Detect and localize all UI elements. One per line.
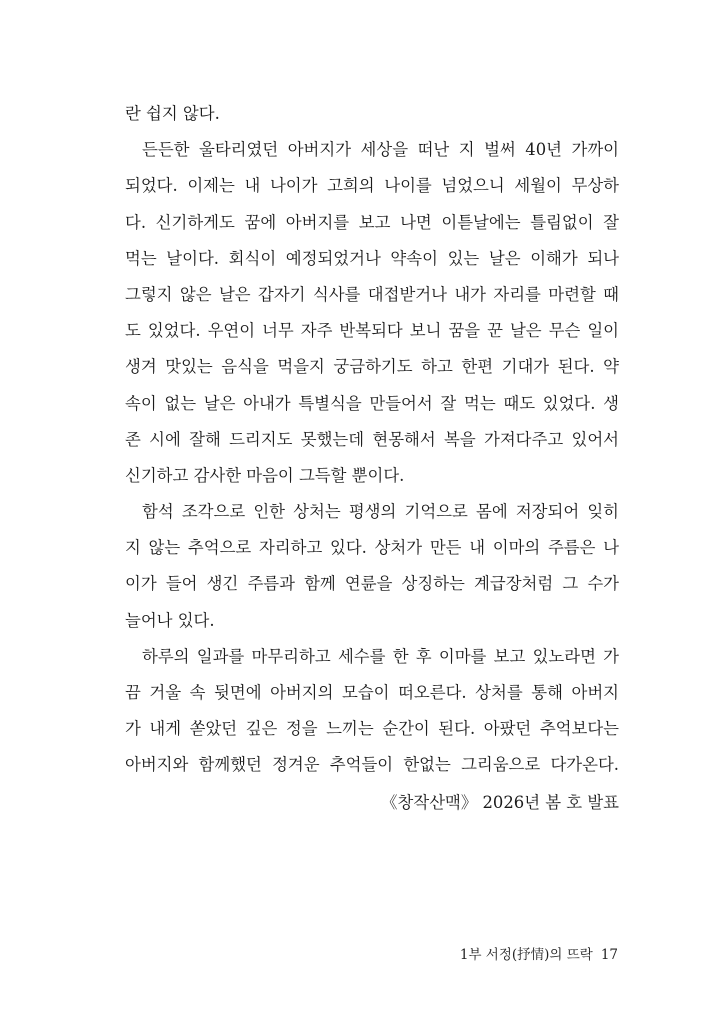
text-line: 끔 거울 속 뒷면에 아버지의 모습이 떠오른다. 상처를 통해 아버지	[125, 683, 619, 702]
paragraph-first-line: 하루의 일과를 마무리하고 세수를 한 후 이마를 보고 있노라면 가	[142, 646, 619, 666]
essay-body	[125, 96, 619, 784]
text-line: 생겨 맛있는 음식을 먹을지 궁금하기도 하고 한편 기대가 된다. 약	[125, 357, 619, 377]
page-number: 17	[600, 947, 618, 963]
publication-source: 《창작산맥》 2026년 봄 호 발표	[381, 793, 619, 812]
text-line: 지 않는 추억으로 자리하고 있다. 상처가 만든 내 이마의 주름은 나	[125, 538, 619, 558]
text-line: 가 내게 쏟았던 깊은 정을 느끼는 순간이 된다. 아팠던 추억보다는	[125, 719, 619, 739]
text-line: 다. 신기하게도 꿈에 아버지를 보고 나면 이튿날에는 틀림없이 잘	[125, 212, 619, 232]
text-line: 이가 들어 생긴 주름과 함께 연륜을 상징하는 계급장처럼 그 수가	[125, 574, 619, 594]
paragraph-first-line: 든든한 울타리였던 아버지가 세상을 떠난 지 벌써 40년 가까이	[142, 140, 619, 160]
text-line: 존 시에 잘해 드리지도 못했는데 현몽해서 복을 가져다주고 있어서	[125, 429, 619, 449]
paragraph-last-line: 늘어나 있다.	[125, 610, 215, 630]
page-footer	[460, 945, 618, 965]
paragraph-first-line: 함석 조각으로 인한 상처는 평생의 기억으로 몸에 저장되어 잊히	[142, 502, 619, 522]
text-line: 아버지와 함께했던 정겨운 추억들이 한없는 그리움으로 다가온다.	[125, 755, 619, 775]
text-line: 먹는 날이다. 회식이 예정되었거나 약속이 있는 날은 이해가 되나	[125, 248, 619, 268]
text-line: 도 있었다. 우연이 너무 자주 반복되다 보니 꿈을 꾼 날은 무슨 일이	[125, 321, 619, 341]
text-line: 그렇지 않은 날은 갑자기 식사를 대접받거나 내가 자리를 마련할 때	[125, 284, 619, 304]
paragraph-last-line: 신기하고 감사한 마음이 그득할 뿐이다.	[125, 465, 405, 485]
text-line: 란 쉽지 않다.	[125, 104, 220, 123]
text-line: 속이 없는 날은 아내가 특별식을 만들어서 잘 먹는 때도 있었다. 생	[125, 393, 619, 413]
section-title: 1부 서정(抒情)의 뜨락	[459, 947, 593, 963]
text-line: 되었다. 이제는 내 나이가 고희의 나이를 넘었으니 세월이 무상하	[125, 176, 619, 196]
